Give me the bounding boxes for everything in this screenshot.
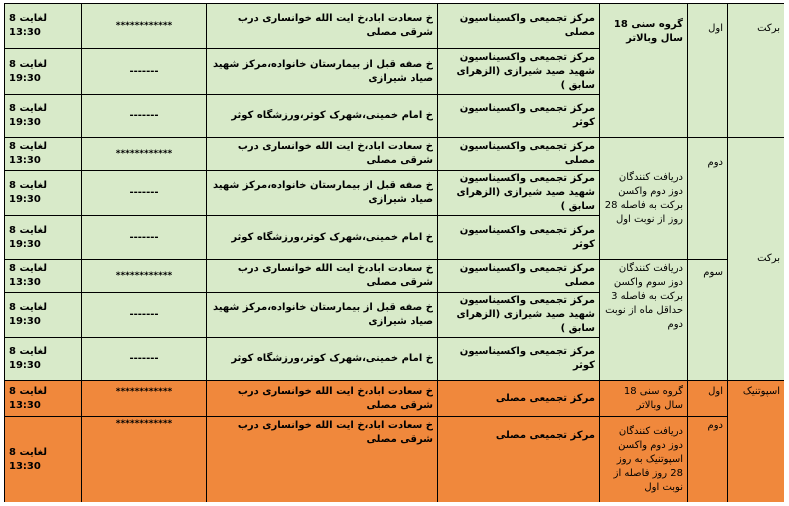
hours-text: 8 لغایت 13:30 <box>9 13 47 38</box>
address-cell <box>207 138 438 171</box>
hours-text: 8 لغایت 13:30 <box>9 263 47 288</box>
vaccine-text: اسپوتنیک <box>742 386 780 397</box>
hours-text: 8 لغایت 19:30 <box>9 302 47 327</box>
dose-cell <box>688 138 728 260</box>
center-text: مرکز تجمیعی واکسیناسیون شهید صید شیرازی (الزهرای سابق ) <box>456 51 595 91</box>
vaccination-schedule-table <box>4 3 784 502</box>
condition-cell <box>600 417 688 502</box>
hours-text: 8 لغایت 19:30 <box>9 180 47 205</box>
stars-text: ************ <box>115 271 173 281</box>
vaccine-text: برکت <box>757 23 780 34</box>
vaccine-text: برکت <box>757 253 780 264</box>
center-cell <box>438 95 600 138</box>
address-text: خ سعادت اباد،خ ایت الله خوانساری درب شرقی مصلی <box>237 420 433 445</box>
extra-cell <box>82 293 207 338</box>
extra-cell <box>82 4 207 49</box>
center-cell <box>438 4 600 49</box>
extra-cell <box>82 216 207 260</box>
condition-cell <box>600 138 688 260</box>
center-cell <box>438 260 600 293</box>
stars-text: ************ <box>115 387 173 397</box>
address-text: خ امام خمینی،شهرک کوثر،ورزشگاه کوثر <box>231 110 433 121</box>
dashes-text: ------- <box>129 110 159 121</box>
address-text: خ سعادت اباد،خ ایت الله خوانساری درب شرقی مصلی <box>237 385 433 411</box>
address-cell <box>207 338 438 381</box>
center-cell <box>438 417 600 502</box>
dose-cell <box>688 417 728 502</box>
hours-text: 8 لغایت 13:30 <box>9 385 47 411</box>
dose-text: سوم <box>703 267 723 278</box>
address-cell <box>207 260 438 293</box>
address-text: خ سعادت اباد،خ ایت الله خوانساری درب شرقی مصلی <box>237 13 433 38</box>
condition-cell <box>600 4 688 138</box>
extra-cell <box>82 381 207 417</box>
address-cell <box>207 381 438 417</box>
condition-cell <box>600 381 688 417</box>
dashes-text: ------- <box>129 65 159 77</box>
condition-text: گروه سنی 18 سال وبالاتر <box>623 385 683 411</box>
hours-text: 8 لغایت 19:30 <box>9 58 47 84</box>
center-text: مرکز تجمیعی واکسیناسیون مصلی <box>459 13 595 38</box>
dose-cell <box>688 4 728 138</box>
address-cell <box>207 417 438 502</box>
address-cell <box>207 95 438 138</box>
address-text: خ صفه قبل از بیمارستان خانواده،مرکز شهید صیاد شیرازی <box>212 302 433 327</box>
center-cell <box>438 293 600 338</box>
hours-cell <box>5 417 82 502</box>
extra-cell <box>82 95 207 138</box>
vaccine-cell <box>728 4 784 138</box>
center-cell <box>438 49 600 95</box>
dose-text: اول <box>708 23 723 34</box>
center-text: مرکز تجمیعی واکسیناسیون مصلی <box>459 141 595 166</box>
address-text: خ سعادت اباد،خ ایت الله خوانساری درب شرقی مصلی <box>237 263 433 288</box>
stars-text: ************ <box>115 149 173 159</box>
vaccine-cell <box>728 138 784 381</box>
center-cell <box>438 381 600 417</box>
condition-text: دریافت کنندگان دوز سوم واکسن برکت به فاصله 3 حداقل ماه از نوبت دوم <box>605 263 683 330</box>
hours-text: 8 لغایت 19:30 <box>9 224 47 250</box>
center-text: مرکز تجمیعی واکسیناسیون کوثر <box>459 346 595 371</box>
dashes-text: ------- <box>129 309 159 320</box>
dose-text: دوم <box>707 420 723 431</box>
dose-text: دوم <box>707 157 723 168</box>
dose-cell <box>688 260 728 381</box>
address-cell <box>207 49 438 95</box>
hours-cell <box>5 293 82 338</box>
extra-cell <box>82 138 207 171</box>
hours-cell <box>5 260 82 293</box>
center-text: مرکز تجمیعی واکسیناسیون کوثر <box>459 224 595 250</box>
center-text: مرکز تجمیعی واکسیناسیون مصلی <box>459 263 595 288</box>
dashes-text: ------- <box>129 187 159 198</box>
center-text: مرکز تجمیعی مصلی <box>495 392 595 404</box>
hours-cell <box>5 49 82 95</box>
center-cell <box>438 171 600 216</box>
address-text: خ سعادت اباد،خ ایت الله خوانساری درب شرقی مصلی <box>237 141 433 166</box>
center-text: مرکز تجمیعی مصلی <box>495 430 595 441</box>
address-text: خ امام خمینی،شهرک کوثر،ورزشگاه کوثر <box>231 231 433 243</box>
dashes-text: ------- <box>129 353 159 364</box>
center-text: مرکز تجمیعی واکسیناسیون شهید صید شیرازی (الزهرای سابق ) <box>456 173 595 212</box>
hours-cell <box>5 138 82 171</box>
hours-cell <box>5 95 82 138</box>
stars-text: ************ <box>115 419 173 429</box>
hours-cell <box>5 338 82 381</box>
hours-text: 8 لغایت 19:30 <box>9 103 47 128</box>
extra-cell <box>82 260 207 293</box>
condition-text: دریافت کنندگان دوز دوم واکسن برکت به فاصله 28 روز از نوبت اول <box>604 171 683 225</box>
hours-cell <box>5 216 82 260</box>
center-cell <box>438 138 600 171</box>
dose-text: اول <box>708 386 723 397</box>
hours-text: 8 لغایت 13:30 <box>9 446 47 472</box>
condition-text: گروه سنی 18 سال وبالاتر <box>613 19 683 44</box>
extra-cell <box>82 171 207 216</box>
address-cell <box>207 216 438 260</box>
center-cell <box>438 216 600 260</box>
center-cell <box>438 338 600 381</box>
extra-cell <box>82 417 207 502</box>
hours-text: 8 لغایت 13:30 <box>9 141 47 166</box>
vaccine-cell <box>728 381 784 502</box>
address-cell <box>207 293 438 338</box>
extra-cell <box>82 338 207 381</box>
condition-text: دریافت کنندگان دوز دوم واکسن اسپوتنیک به روز 28 روز فاصله از نوبت اول <box>613 425 683 493</box>
center-text: مرکز تجمیعی واکسیناسیون شهید صید شیرازی (الزهرای سابق ) <box>456 295 595 334</box>
hours-cell <box>5 4 82 49</box>
center-text: مرکز تجمیعی واکسیناسیون کوثر <box>459 103 595 128</box>
address-text: خ امام خمینی،شهرک کوثر،ورزشگاه کوثر <box>231 353 433 364</box>
hours-cell <box>5 381 82 417</box>
address-text: خ صفه قبل از بیمارستان خانواده،مرکز شهید صیاد شیرازی <box>212 58 433 84</box>
dose-cell <box>688 381 728 417</box>
address-cell <box>207 171 438 216</box>
hours-cell <box>5 171 82 216</box>
address-cell <box>207 4 438 49</box>
condition-cell <box>600 260 688 381</box>
extra-cell <box>82 49 207 95</box>
stars-text: ************ <box>115 21 173 31</box>
hours-text: 8 لغایت 19:30 <box>9 346 47 371</box>
dashes-text: ------- <box>129 231 159 243</box>
address-text: خ صفه قبل از بیمارستان خانواده،مرکز شهید صیاد شیرازی <box>212 180 433 205</box>
